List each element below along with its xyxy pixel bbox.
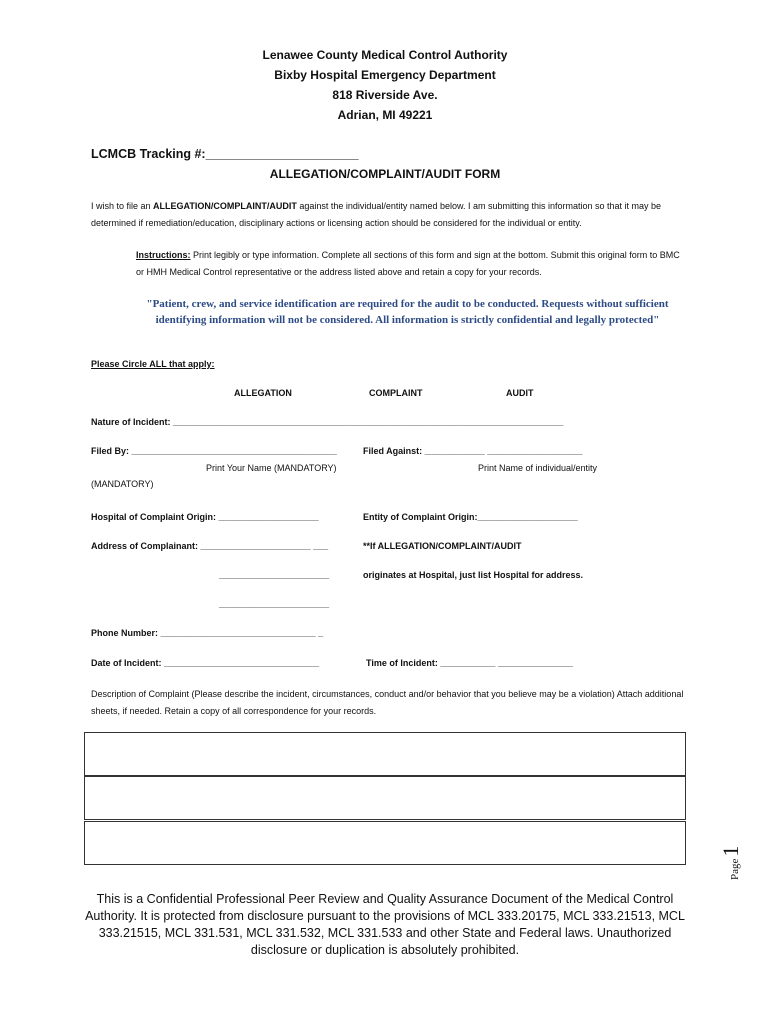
- intro-before: I wish to file an: [91, 201, 154, 211]
- description-box-3[interactable]: [84, 821, 686, 865]
- hospital-origin-field[interactable]: Hospital of Complaint Origin: ____________________: [91, 512, 319, 522]
- header-city: Adrian, MI 49221: [337, 108, 433, 122]
- page-number: 1: [718, 845, 743, 857]
- address-line-2-field[interactable]: ______________________: [219, 570, 330, 580]
- time-of-incident-field[interactable]: Time of Incident: ___________ _______________: [366, 658, 573, 668]
- header-street: 818 Riverside Ave.: [332, 88, 438, 102]
- page-label: [718, 846, 744, 880]
- print-name-individual-caption: Print Name of individual/entity: [478, 463, 598, 473]
- intro-after: against the individual/entity named below. I am submitting this information so that it may be determined if remediation/education, disciplinary actions or licensing action should be considered for the individual or entity.: [91, 201, 662, 228]
- description-box-2[interactable]: [84, 776, 686, 820]
- option-audit[interactable]: AUDIT: [506, 388, 534, 398]
- date-of-incident-field[interactable]: Date of Incident: _______________________________: [91, 658, 320, 668]
- address-complainant-field[interactable]: Address of Complainant: ______________________ ___: [91, 541, 329, 551]
- instructions-text: Print legibly or type information. Complete all sections of this form and sign at the bottom. Submit this original form to BMC or HMH Medical Control representative or the address listed above and retain a copy for your records.: [136, 250, 680, 277]
- mandatory-caption: (MANDATORY): [91, 479, 154, 489]
- confidentiality-footer: This is a Confidential Professional Peer Review and Quality Assurance Document of the Medical Control Authority. It is protected from disclosure pursuant to the provisions of MCL 333.20175, MCL 333.21513, MCL 333.21515, MCL 331.531, MCL 331.532, MCL 331.533 and other State and Federal laws. Unauthorized disclosure or duplication is absolutely prohibited.: [85, 892, 685, 957]
- intro-bold: ALLEGATION/COMPLAINT/AUDIT: [153, 201, 297, 211]
- address-line-3-field[interactable]: ______________________: [219, 599, 330, 609]
- option-complaint[interactable]: COMPLAINT: [369, 388, 423, 398]
- tracking-number: LCMCB Tracking #:______________________: [91, 147, 359, 161]
- page-word: Page: [729, 858, 741, 880]
- entity-origin-field[interactable]: Entity of Complaint Origin:____________________: [363, 512, 578, 522]
- hospital-address-note-1: **If ALLEGATION/COMPLAINT/AUDIT: [363, 541, 522, 551]
- instructions-paragraph: [136, 247, 686, 280]
- filed-against-field[interactable]: Filed Against: ____________ ___________________: [363, 446, 583, 456]
- header-org: Lenawee County Medical Control Authority: [262, 48, 508, 62]
- phone-number-field[interactable]: Phone Number: _______________________________ _: [91, 628, 324, 638]
- circle-instruction: Please Circle ALL that apply:: [91, 359, 215, 369]
- intro-paragraph: [91, 198, 691, 231]
- identification-notice: "Patient, crew, and service identification are required for the audit to be conducted. Requests without sufficient identifying information will not be considered. All information is strictly confidential and legally protected": [146, 298, 669, 326]
- print-name-caption: Print Your Name (MANDATORY): [206, 463, 337, 473]
- filed-by-field[interactable]: Filed By: _________________________________________: [91, 446, 337, 456]
- description-instructions: Description of Complaint (Please describe the incident, circumstances, conduct and/or behavior that you believe may be a violation) Attach additional sheets, if needed. Retain a copy of all correspondence for your records.: [91, 689, 684, 716]
- instructions-label: Instructions:: [136, 250, 191, 260]
- header-hospital: Bixby Hospital Emergency Department: [274, 68, 496, 82]
- description-box-1[interactable]: [84, 732, 686, 776]
- nature-of-incident-field[interactable]: Nature of Incident: ______________________________________________________________________________: [91, 417, 564, 427]
- hospital-address-note-2: originates at Hospital, just list Hospital for address.: [363, 570, 584, 580]
- form-title: ALLEGATION/COMPLAINT/AUDIT FORM: [269, 167, 501, 181]
- option-allegation[interactable]: ALLEGATION: [234, 388, 292, 398]
